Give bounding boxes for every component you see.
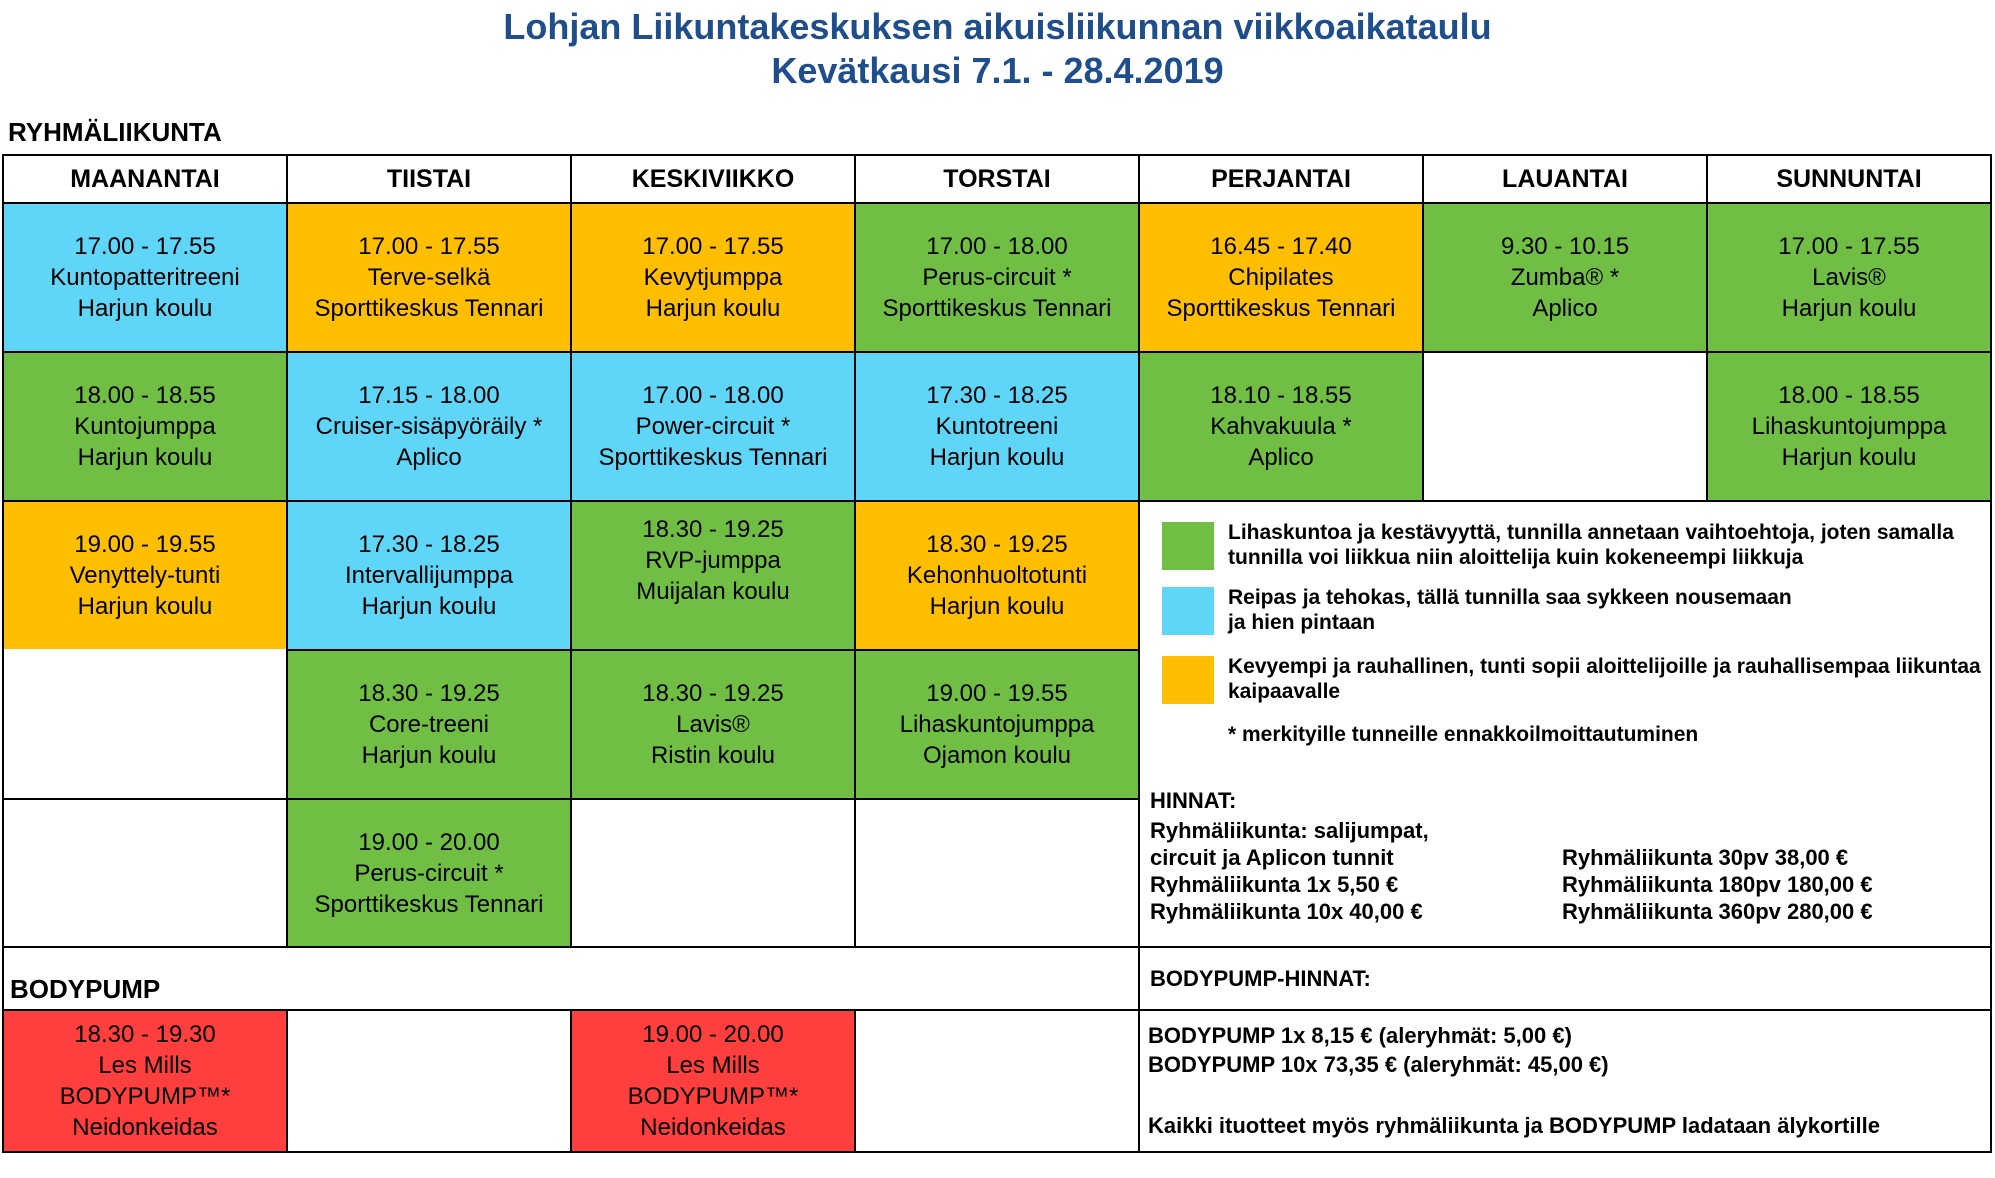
class-name: Kuntopatteritreeni bbox=[50, 264, 240, 291]
prices-line2: circuit ja Aplicon tunnit bbox=[1150, 845, 1394, 870]
bodypump-prices-box bbox=[1138, 1009, 1992, 1153]
class-time: 17.00 - 18.00 bbox=[642, 382, 784, 409]
legend-blue bbox=[1162, 585, 1808, 635]
legend-orange bbox=[1162, 654, 1988, 704]
class-cell bbox=[286, 500, 572, 651]
class-brand: BODYPUMP™* bbox=[59, 1083, 231, 1110]
class-name: Intervallijumppa bbox=[344, 562, 514, 589]
class-cell bbox=[2, 500, 288, 651]
prices-line1: Ryhmäliikunta: salijumpat, bbox=[1150, 818, 1429, 843]
class-cell bbox=[1422, 202, 1708, 353]
class-cell bbox=[570, 202, 856, 353]
class-cell bbox=[854, 351, 1140, 502]
class-cell bbox=[570, 500, 856, 651]
schedule-table bbox=[2, 154, 1992, 1153]
class-name: Lavis® bbox=[676, 711, 750, 738]
class-brand: BODYPUMP™* bbox=[627, 1083, 799, 1110]
class-time: 18.00 - 18.55 bbox=[1778, 382, 1920, 409]
bodypump-price-10x: BODYPUMP 10x 73,35 € (aleryhmät: 45,00 €) bbox=[1148, 1052, 1609, 1077]
class-time: 18.00 - 18.55 bbox=[74, 382, 216, 409]
class-time: 17.00 - 18.00 bbox=[926, 233, 1068, 260]
class-cell bbox=[286, 351, 572, 502]
class-place: Ojamon koulu bbox=[922, 742, 1072, 769]
day-header-saturday: LAUANTAI bbox=[1422, 154, 1708, 204]
class-time: 17.00 - 17.55 bbox=[358, 233, 500, 260]
section-ryhmaliikunta: RYHMÄLIIKUNTA bbox=[8, 117, 222, 147]
class-name: Lihaskuntojumppa bbox=[1751, 413, 1947, 440]
class-time: 16.45 - 17.40 bbox=[1210, 233, 1352, 260]
class-name: Cruiser-sisäpyöräily * bbox=[315, 413, 543, 440]
price-360pv: Ryhmäliikunta 360pv 280,00 € bbox=[1562, 899, 1873, 924]
class-name: Lihaskuntojumppa bbox=[899, 711, 1095, 738]
class-time: 19.00 - 20.00 bbox=[358, 828, 500, 856]
empty-cell bbox=[286, 1009, 572, 1153]
class-name: Kuntotreeni bbox=[935, 413, 1059, 440]
bodypump-class-cell bbox=[2, 1009, 288, 1153]
class-name: Venyttely-tunti bbox=[69, 562, 221, 589]
orange-swatch bbox=[1162, 656, 1214, 704]
class-place: Harjun koulu bbox=[77, 444, 213, 471]
class-place: Harjun koulu bbox=[1781, 444, 1917, 471]
price-1x: Ryhmäliikunta 1x 5,50 € bbox=[1150, 872, 1399, 897]
day-header-tuesday: TIISTAI bbox=[286, 154, 572, 204]
class-place: Harjun koulu bbox=[929, 444, 1065, 471]
page-title: Lohjan Liikuntakeskuksen aikuisliikunnan viikkoaikataulu bbox=[503, 6, 1492, 47]
class-place: Neidonkeidas bbox=[640, 1114, 786, 1141]
class-name: Chipilates bbox=[1228, 264, 1334, 291]
price-10x: Ryhmäliikunta 10x 40,00 € bbox=[1150, 899, 1423, 924]
class-cell bbox=[1138, 351, 1424, 502]
class-time: 17.00 - 17.55 bbox=[74, 233, 216, 260]
bodypump-note: Kaikki ituotteet myös ryhmäliikunta ja BODYPUMP ladataan älykortille bbox=[1148, 1113, 1880, 1138]
class-place: Sporttikeskus Tennari bbox=[882, 295, 1112, 322]
green-swatch bbox=[1162, 522, 1214, 570]
class-place: Muijalan koulu bbox=[636, 578, 790, 605]
class-cell bbox=[2, 202, 288, 353]
class-name: Les Mills bbox=[98, 1052, 192, 1079]
empty-cell bbox=[1422, 351, 1708, 502]
bodypump-price-1x: BODYPUMP 1x 8,15 € (aleryhmät: 5,00 €) bbox=[1148, 1023, 1572, 1048]
legend-box bbox=[1138, 500, 1992, 948]
class-place: Ristin koulu bbox=[650, 742, 776, 769]
class-name: Kuntojumppa bbox=[74, 413, 216, 440]
class-time: 17.00 - 17.55 bbox=[1778, 233, 1920, 260]
class-time: 19.00 - 19.55 bbox=[926, 680, 1068, 707]
bodypump-prices-heading: BODYPUMP-HINNAT: bbox=[1138, 946, 1992, 1011]
class-time: 18.30 - 19.30 bbox=[74, 1021, 216, 1048]
class-name: Zumba® * bbox=[1510, 264, 1620, 291]
class-cell bbox=[570, 649, 856, 800]
class-place: Harjun koulu bbox=[77, 593, 213, 620]
class-place: Sporttikeskus Tennari bbox=[598, 444, 828, 471]
class-time: 17.30 - 18.25 bbox=[358, 531, 500, 558]
class-place: Sporttikeskus Tennari bbox=[314, 295, 544, 322]
class-place: Aplico bbox=[1248, 444, 1314, 471]
class-time: 18.30 - 19.25 bbox=[642, 680, 784, 707]
class-cell bbox=[286, 649, 572, 800]
day-header-thursday: TORSTAI bbox=[854, 154, 1140, 204]
empty-cell bbox=[854, 798, 1140, 948]
class-name: Kevytjumppa bbox=[643, 264, 783, 291]
class-place: Harjun koulu bbox=[361, 742, 497, 769]
class-name: Power-circuit * bbox=[635, 413, 791, 440]
class-name: Perus-circuit * bbox=[922, 264, 1072, 291]
legend-orange-text: Kevyempi ja rauhallinen, tunti sopii aloittelijoille ja rauhallisempaa liikuntaa kaipaavalle bbox=[1228, 655, 1981, 703]
class-cell bbox=[1706, 351, 1992, 502]
class-cell bbox=[854, 649, 1140, 800]
class-time: 17.00 - 17.55 bbox=[642, 233, 784, 260]
class-cell bbox=[854, 202, 1140, 353]
class-place: Sporttikeskus Tennari bbox=[1166, 295, 1396, 322]
legend-green-text: Lihaskuntoa ja kestävyyttä, tunnilla annetaan vaihtoehtoja, joten samalla tunnilla voi liikkua niin aloittelija kuin kokeneempi liikkuja bbox=[1228, 521, 1954, 569]
class-name: Les Mills bbox=[666, 1052, 760, 1079]
class-place: Sporttikeskus Tennari bbox=[314, 890, 544, 918]
class-time: 19.00 - 19.55 bbox=[74, 531, 216, 558]
class-time: 18.10 - 18.55 bbox=[1210, 382, 1352, 409]
class-name: Lavis® bbox=[1812, 264, 1886, 291]
class-name: Perus-circuit * bbox=[354, 859, 504, 887]
price-30pv: Ryhmäliikunta 30pv 38,00 € bbox=[1562, 845, 1849, 870]
empty-cell bbox=[854, 1009, 1140, 1153]
empty-cell bbox=[570, 798, 856, 948]
class-name: RVP-jumppa bbox=[645, 547, 781, 574]
class-time: 17.30 - 18.25 bbox=[926, 382, 1068, 409]
class-place: Neidonkeidas bbox=[72, 1114, 218, 1141]
page-subtitle: Kevätkausi 7.1. - 28.4.2019 bbox=[771, 50, 1224, 91]
class-place: Harjun koulu bbox=[929, 593, 1065, 620]
class-cell bbox=[570, 351, 856, 502]
bodypump-class-cell bbox=[570, 1009, 856, 1153]
class-place: Aplico bbox=[396, 444, 462, 471]
class-cell bbox=[854, 500, 1140, 651]
day-header-monday: MAANANTAI bbox=[2, 154, 288, 204]
day-header-sunday: SUNNUNTAI bbox=[1706, 154, 1992, 204]
class-place: Harjun koulu bbox=[361, 593, 497, 620]
empty-cell bbox=[2, 649, 288, 800]
class-time: 18.30 - 19.25 bbox=[926, 531, 1068, 558]
class-place: Harjun koulu bbox=[645, 295, 781, 322]
class-place: Aplico bbox=[1532, 295, 1598, 322]
legend-note: * merkityille tunneille ennakkoilmoittautuminen bbox=[1228, 723, 1699, 746]
class-place: Harjun koulu bbox=[77, 295, 213, 322]
legend-blue-text: Reipas ja tehokas, tällä tunnilla saa sykkeen nousemaan ja hien pintaan bbox=[1228, 586, 1792, 634]
class-name: Kehonhuoltotunti bbox=[906, 562, 1088, 589]
class-place: Harjun koulu bbox=[1781, 295, 1917, 322]
class-time: 19.00 - 20.00 bbox=[642, 1021, 784, 1048]
price-180pv: Ryhmäliikunta 180pv 180,00 € bbox=[1562, 872, 1873, 897]
class-name: Terve-selkä bbox=[367, 264, 491, 291]
legend-green bbox=[1162, 520, 1988, 570]
prices-heading: HINNAT: bbox=[1150, 788, 1237, 813]
class-name: Kahvakuula * bbox=[1210, 413, 1352, 440]
blue-swatch bbox=[1162, 587, 1214, 635]
class-cell bbox=[286, 202, 572, 353]
class-time: 18.30 - 19.25 bbox=[642, 516, 784, 543]
day-header-friday: PERJANTAI bbox=[1138, 154, 1424, 204]
class-name: Core-treeni bbox=[368, 711, 490, 738]
class-cell bbox=[286, 798, 572, 948]
class-time: 18.30 - 19.25 bbox=[358, 680, 500, 707]
class-cell bbox=[1706, 202, 1992, 353]
class-cell bbox=[1138, 202, 1424, 353]
day-header-wednesday: KESKIVIIKKO bbox=[570, 154, 856, 204]
empty-cell bbox=[2, 798, 288, 948]
class-time: 9.30 - 10.15 bbox=[1500, 233, 1630, 260]
class-cell bbox=[2, 351, 288, 502]
class-time: 17.15 - 18.00 bbox=[358, 382, 500, 409]
section-bodypump: BODYPUMP bbox=[2, 946, 1140, 1011]
